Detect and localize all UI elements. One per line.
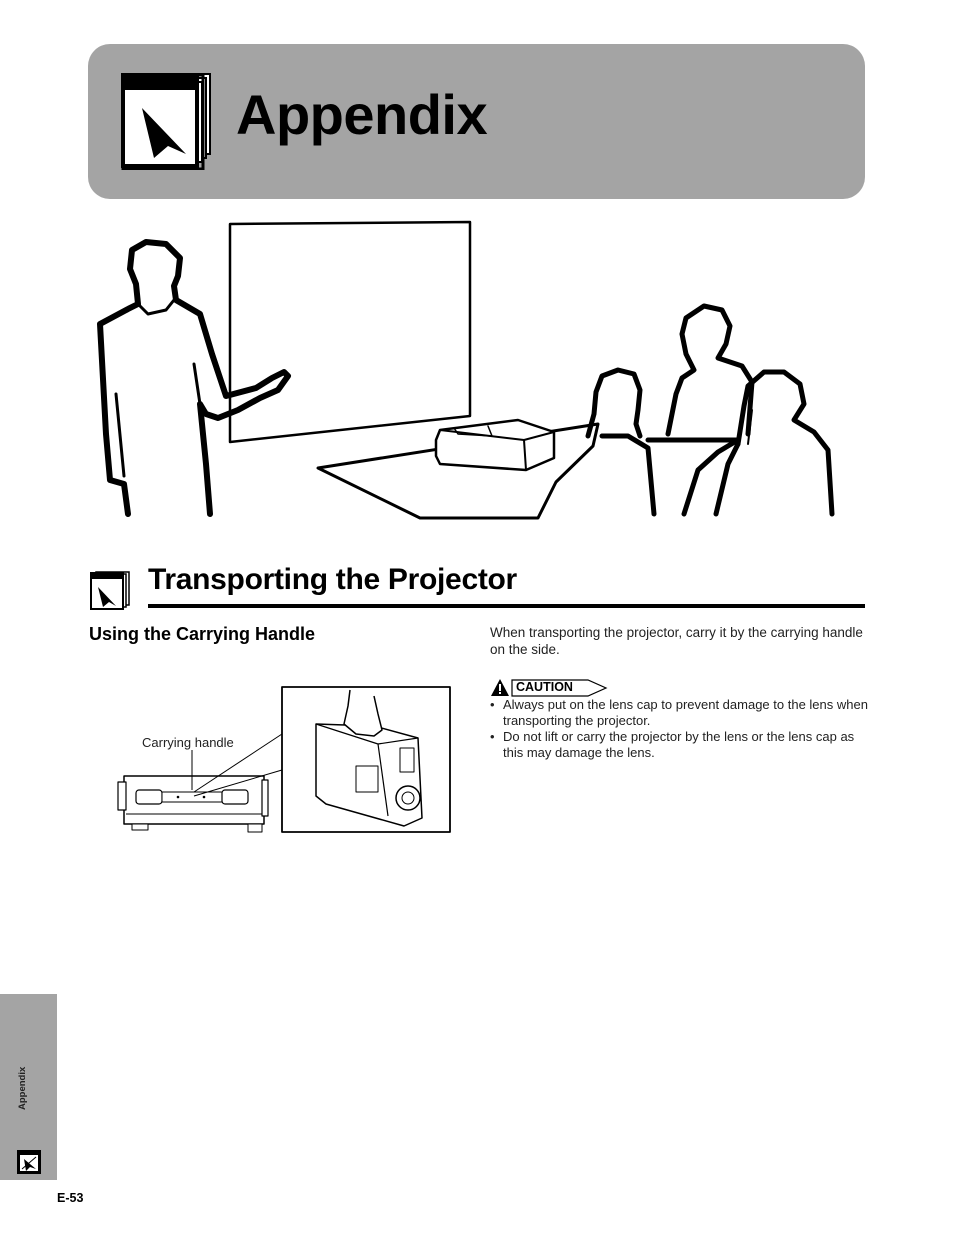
- caution-label: CAUTION: [516, 680, 573, 694]
- subheading: Using the Carrying Handle: [89, 624, 316, 644]
- section-divider: [148, 604, 865, 608]
- list-item: • Always put on the lens cap to prevent damage to the lens when transporting the projector.: [490, 697, 868, 729]
- page-title: Appendix: [236, 83, 488, 146]
- presentation-illustration: [88, 214, 848, 524]
- intro-paragraph: When transporting the projector, carry it by the carrying handle on the side.: [490, 625, 863, 657]
- side-tab-pointer-icon: [16, 1149, 42, 1175]
- section-pointer-icon: [89, 571, 131, 611]
- carrying-handle-label: Carrying handle: [142, 735, 234, 750]
- side-tab-label: Appendix: [17, 1066, 28, 1110]
- carrying-handle-figure: [112, 686, 454, 836]
- page-number: E-53: [57, 1191, 84, 1205]
- caution-list: [490, 697, 868, 761]
- section-title: Transporting the Projector: [148, 563, 517, 596]
- list-item: • Do not lift or carry the projector by the lens or the lens cap as this may damage the lens.: [490, 729, 868, 761]
- appendix-pointer-icon: [120, 72, 214, 170]
- header-banner: [88, 44, 865, 199]
